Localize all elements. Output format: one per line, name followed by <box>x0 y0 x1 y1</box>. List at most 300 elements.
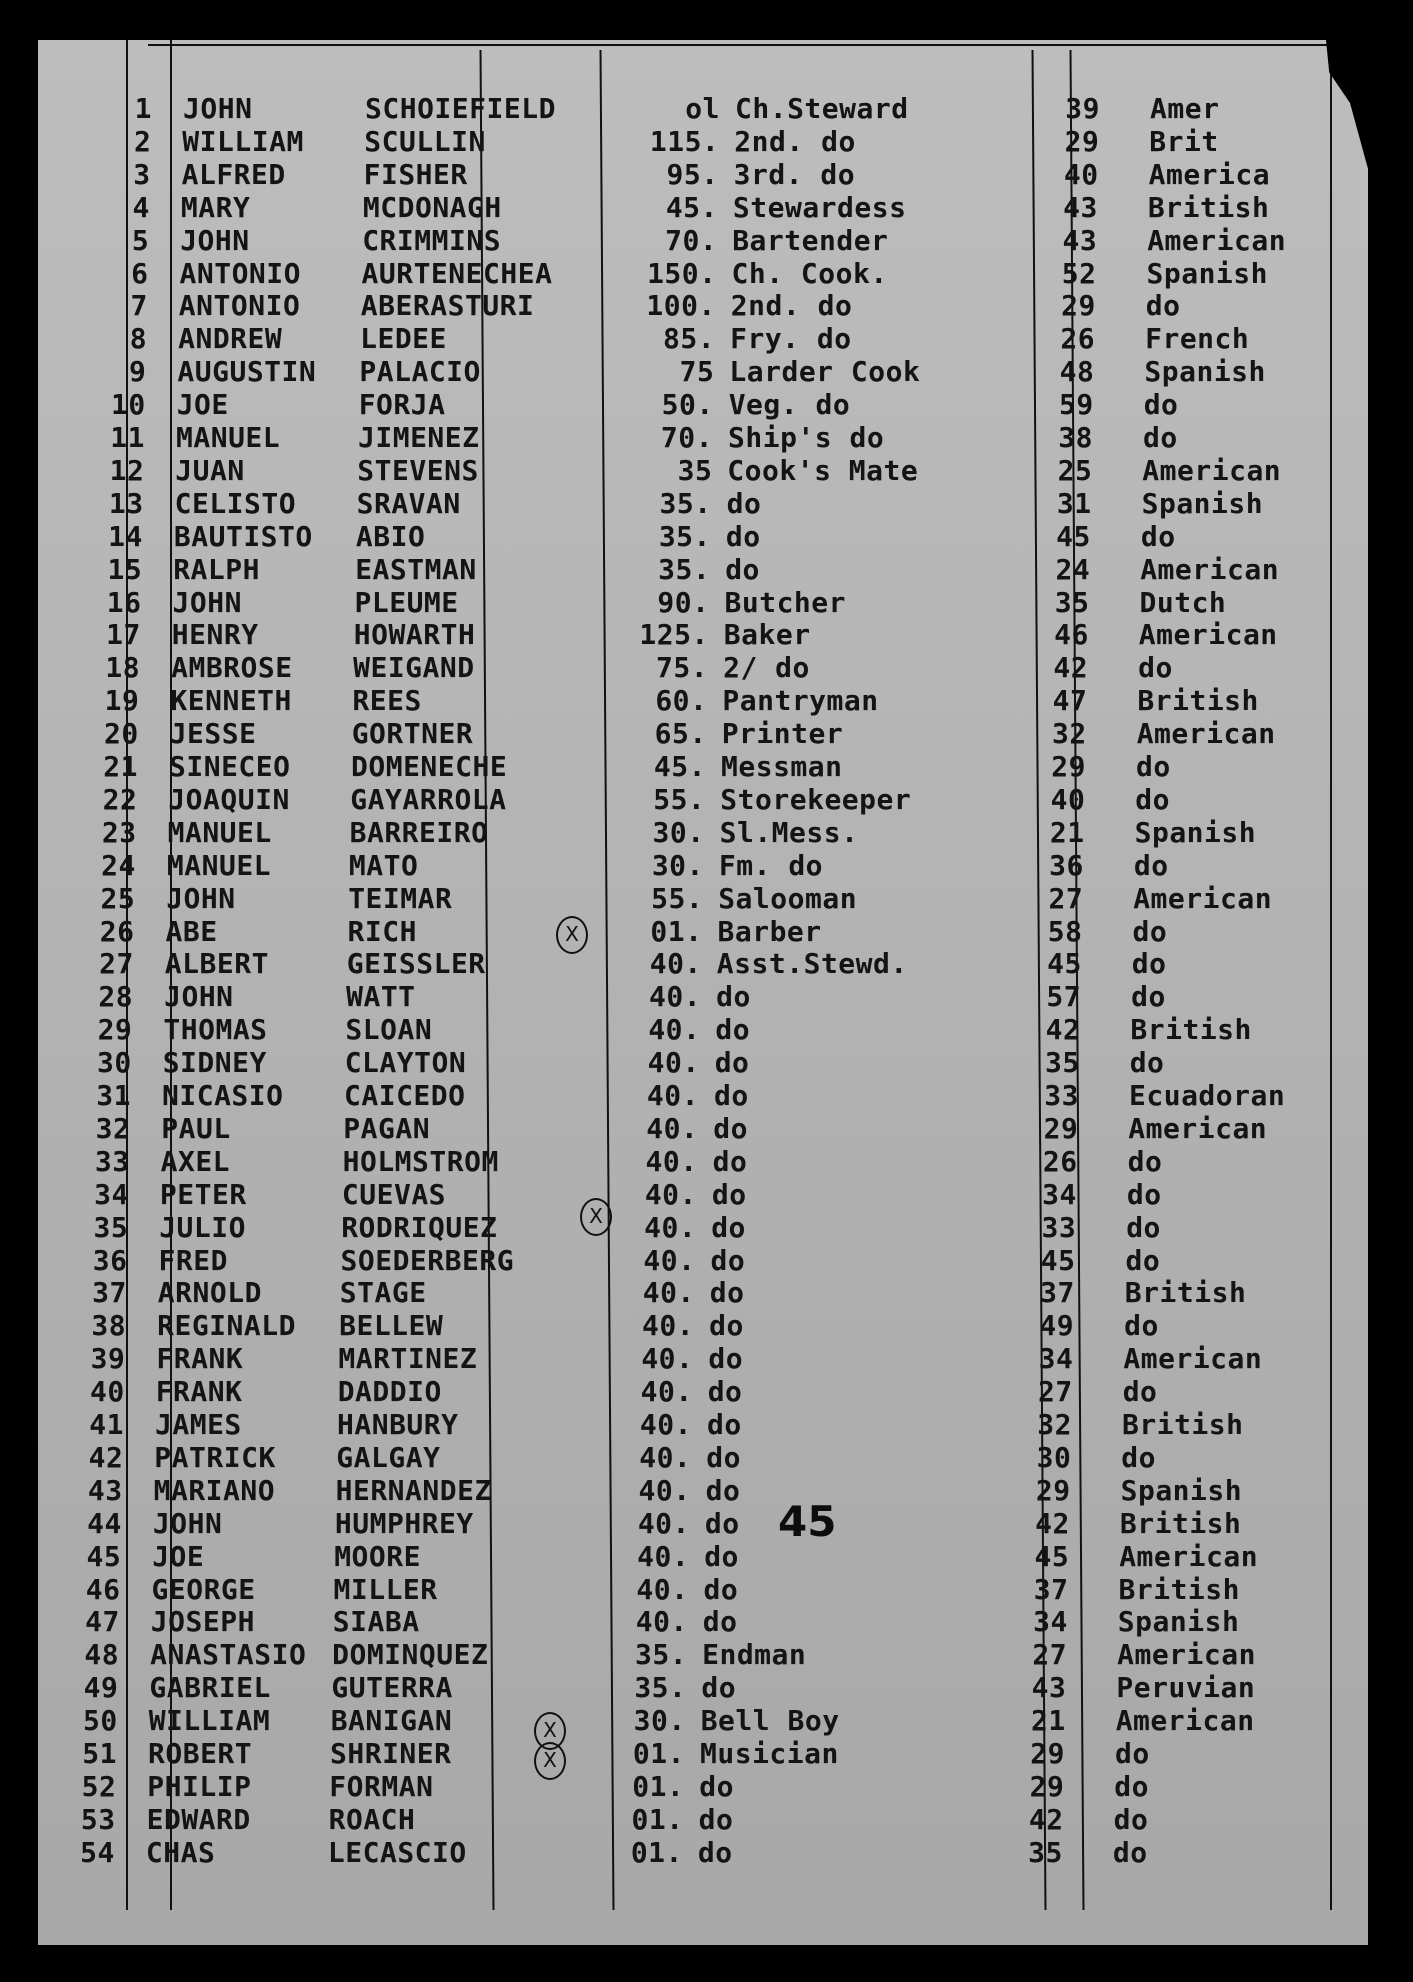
rating-role: Endman <box>702 1638 807 1672</box>
last-name: BANIGAN <box>330 1704 453 1738</box>
monthly-wage: 30. <box>651 848 704 882</box>
age: 59 <box>1058 388 1094 422</box>
row-number: 46 <box>85 1572 121 1606</box>
last-name: LECASCIO <box>327 1835 467 1869</box>
row-number: 33 <box>94 1144 130 1178</box>
crew-row <box>0 355 1407 388</box>
age: 37 <box>1040 1276 1075 1310</box>
age: 29 <box>1035 1473 1071 1507</box>
age: 37 <box>1033 1572 1069 1606</box>
nationality: Dutch <box>1139 585 1227 619</box>
row-number: 2 <box>133 124 152 158</box>
age: 29 <box>1029 1769 1065 1803</box>
monthly-wage: 40. <box>637 1539 690 1573</box>
nationality: do <box>1136 750 1171 783</box>
crew-row <box>0 882 1396 915</box>
age: 38 <box>1058 421 1093 454</box>
rating-role: do <box>725 519 761 553</box>
age: 46 <box>1054 618 1089 652</box>
crew-row <box>0 454 1405 487</box>
nationality: American <box>1119 1539 1259 1573</box>
nationality: do <box>1115 1737 1150 1770</box>
last-name: GAYARROLA <box>350 782 507 816</box>
row-number: 23 <box>101 815 137 849</box>
nationality: American <box>1133 881 1273 915</box>
nationality: do <box>1122 1375 1158 1409</box>
crew-row <box>0 1244 1389 1277</box>
rating-role: Fry. do <box>730 322 852 356</box>
age: 49 <box>1039 1309 1075 1343</box>
nationality: do <box>1127 1144 1163 1178</box>
handwritten-x-mark: X <box>534 1742 566 1780</box>
monthly-wage: 40. <box>637 1506 690 1540</box>
row-number: 17 <box>106 618 141 652</box>
first-name: PAUL <box>161 1111 231 1145</box>
rating-role: do <box>712 1144 748 1178</box>
last-name: PLEUME <box>354 585 459 619</box>
nationality: do <box>1143 421 1178 454</box>
rating-role: do <box>711 1210 746 1244</box>
age: 30 <box>1036 1440 1072 1474</box>
nationality: Spanish <box>1141 486 1264 520</box>
first-name: KENNETH <box>170 684 292 718</box>
monthly-wage: 30. <box>633 1704 686 1738</box>
rating-role: Musician <box>700 1737 839 1770</box>
row-number: 35 <box>93 1210 129 1244</box>
monthly-wage: 35. <box>658 552 711 586</box>
age: 45 <box>1040 1243 1076 1277</box>
rating-role: do <box>716 980 751 1014</box>
age: 43 <box>1062 223 1098 257</box>
first-name: MARY <box>180 190 251 224</box>
monthly-wage: 01. <box>650 914 703 948</box>
monthly-wage: 35. <box>635 1638 688 1672</box>
monthly-wage: 30. <box>652 815 705 849</box>
crew-row <box>0 816 1398 849</box>
monthly-wage: 01. <box>631 1802 684 1836</box>
monthly-wage: 40. <box>645 1144 698 1178</box>
rating-role: Ch.Steward <box>735 92 909 125</box>
rating-role: do <box>726 486 762 520</box>
rating-role: 3rd. do <box>733 157 856 191</box>
age: 21 <box>1049 815 1085 849</box>
monthly-wage: 45. <box>653 750 706 783</box>
first-name: JOHN <box>172 585 242 619</box>
crew-row <box>0 1507 1383 1540</box>
age: 35 <box>1054 585 1090 619</box>
last-name: GUTERRA <box>331 1671 453 1705</box>
crew-row <box>0 1704 1379 1737</box>
monthly-wage: 35. <box>659 486 712 520</box>
rating-role: do <box>699 1769 735 1803</box>
age: 48 <box>1059 355 1095 389</box>
monthly-wage: 40. <box>639 1408 692 1441</box>
monthly-wage: 50. <box>661 388 714 422</box>
monthly-wage: 35. <box>658 519 711 553</box>
first-name: PATRICK <box>154 1440 276 1474</box>
row-number: 39 <box>90 1342 126 1376</box>
first-name: ANASTASIO <box>150 1638 307 1672</box>
first-name: FRANK <box>156 1342 244 1376</box>
first-name: GEORGE <box>151 1572 256 1606</box>
first-name: JAMES <box>155 1408 242 1441</box>
crew-row <box>0 1178 1390 1211</box>
rating-role: Barber <box>717 914 822 948</box>
last-name: SCULLIN <box>364 124 486 158</box>
first-name: ANTONIO <box>179 256 302 290</box>
rating-role: Cook's Mate <box>727 453 919 487</box>
nationality: do <box>1125 1243 1161 1277</box>
age: 29 <box>1043 1111 1079 1145</box>
first-name: ARNOLD <box>157 1276 262 1310</box>
age: 58 <box>1047 914 1083 948</box>
rating-role: 2nd. do <box>730 289 853 323</box>
last-name: SRAVAN <box>356 486 461 520</box>
age: 32 <box>1037 1408 1072 1441</box>
age: 45 <box>1047 947 1082 981</box>
last-name: DOMINQUEZ <box>332 1638 489 1672</box>
rating-role: Asst.Stewd. <box>716 947 908 981</box>
monthly-wage: 40. <box>641 1342 694 1376</box>
row-number: 49 <box>83 1671 119 1705</box>
first-name: PETER <box>159 1177 247 1211</box>
monthly-wage: 40. <box>649 980 702 1014</box>
row-number: 16 <box>106 585 142 619</box>
last-name: EASTMAN <box>355 552 477 586</box>
first-name: RALPH <box>173 552 260 586</box>
rating-role: Bell Boy <box>700 1704 840 1738</box>
crew-row <box>0 783 1398 816</box>
monthly-wage: 35. <box>634 1671 687 1705</box>
crew-row <box>0 257 1410 290</box>
first-name: NICASIO <box>162 1079 284 1112</box>
nationality: Amer <box>1150 92 1220 125</box>
age: 45 <box>1034 1539 1070 1573</box>
first-name: JESSE <box>169 717 257 751</box>
first-name: FRANK <box>155 1375 243 1409</box>
nationality: Spanish <box>1134 815 1257 849</box>
nationality: do <box>1129 1046 1165 1080</box>
first-name: JUAN <box>175 453 245 487</box>
last-name: SCHOIEFIELD <box>365 92 556 125</box>
row-number: 21 <box>103 750 138 783</box>
last-name: PALACIO <box>359 355 481 389</box>
first-name: JULIO <box>159 1210 246 1244</box>
nationality: British <box>1119 1506 1242 1540</box>
crew-row <box>0 1375 1386 1408</box>
age: 33 <box>1044 1079 1079 1112</box>
last-name: HERNANDEZ <box>335 1473 492 1507</box>
crew-row <box>0 1079 1392 1112</box>
row-number: 9 <box>129 355 147 389</box>
crew-row <box>0 717 1400 750</box>
nationality: British <box>1137 684 1259 718</box>
monthly-wage: 90. <box>657 585 710 619</box>
crew-row <box>0 1441 1384 1474</box>
nationality: American <box>1138 618 1278 652</box>
first-name: ANTONIO <box>178 289 301 323</box>
first-name: EDWARD <box>146 1802 251 1836</box>
last-name: CRIMMINS <box>362 223 502 257</box>
age: 31 <box>1056 486 1092 520</box>
crew-row <box>0 388 1407 421</box>
row-number: 36 <box>92 1243 128 1277</box>
crew-row <box>0 651 1401 684</box>
nationality: do <box>1143 388 1179 422</box>
nationality: do <box>1124 1309 1159 1343</box>
monthly-wage: 40. <box>644 1177 697 1211</box>
nationality: Spanish <box>1146 256 1269 290</box>
last-name: CUEVAS <box>341 1177 447 1211</box>
crew-row <box>0 1211 1389 1244</box>
monthly-wage: 40. <box>640 1375 693 1409</box>
nationality: do <box>1126 1177 1162 1211</box>
nationality: American <box>1128 1111 1268 1145</box>
last-name: MATO <box>348 848 419 882</box>
crew-row <box>0 1309 1387 1342</box>
last-name: BARREIRO <box>349 815 489 849</box>
row-number: 34 <box>94 1177 129 1211</box>
first-name: MARIANO <box>153 1473 276 1507</box>
rating-role: 2/ do <box>723 651 810 685</box>
row-number: 22 <box>102 782 138 816</box>
row-number: 20 <box>103 717 139 751</box>
rating-role: 2nd. do <box>734 124 856 158</box>
first-name: SIDNEY <box>162 1046 267 1080</box>
monthly-wage: 35 <box>677 453 713 487</box>
rating-role: do <box>705 1473 741 1507</box>
crew-row <box>0 1046 1393 1079</box>
first-name: ABE <box>165 914 218 948</box>
rating-role: do <box>708 1342 744 1376</box>
first-name: CELISTO <box>174 486 297 520</box>
crew-row <box>0 1573 1382 1606</box>
monthly-wage: 40. <box>646 1111 699 1145</box>
age: 42 <box>1053 651 1089 685</box>
rating-role: Salooman <box>718 881 858 915</box>
rating-role: do <box>725 552 760 586</box>
last-name: DADDIO <box>337 1375 442 1409</box>
monthly-wage: ol <box>685 92 720 125</box>
handwritten-x-mark: X <box>534 1712 566 1750</box>
age: 40 <box>1063 157 1099 191</box>
last-name: REES <box>352 684 422 718</box>
first-name: AUGUSTIN <box>177 355 317 389</box>
monthly-wage: 100. <box>646 289 716 323</box>
age: 26 <box>1042 1144 1078 1178</box>
monthly-wage: 40. <box>649 947 702 981</box>
row-number: 28 <box>98 980 134 1014</box>
rating-role: do <box>714 1046 750 1080</box>
crew-row <box>0 1638 1380 1671</box>
handwritten-x-mark: X <box>580 1198 612 1236</box>
last-name: ROACH <box>328 1802 416 1836</box>
rating-role: do <box>711 1177 747 1211</box>
monthly-wage: 55. <box>651 881 704 915</box>
age: 21 <box>1030 1704 1066 1738</box>
crew-row <box>0 947 1395 980</box>
row-number: 27 <box>99 947 134 981</box>
last-name: GORTNER <box>351 717 474 751</box>
row-number: 10 <box>110 388 146 422</box>
age: 34 <box>1042 1177 1077 1211</box>
crew-row <box>0 1408 1385 1441</box>
first-name: AXEL <box>160 1144 231 1178</box>
last-name: SIABA <box>332 1605 420 1639</box>
last-name: STEVENS <box>357 453 479 487</box>
rating-role: Storekeeper <box>720 782 912 816</box>
rating-role: do <box>713 1111 749 1145</box>
age: 36 <box>1049 848 1084 882</box>
crew-row <box>0 1836 1376 1869</box>
monthly-wage: 40. <box>639 1440 692 1474</box>
age: 52 <box>1061 256 1097 290</box>
row-number: 47 <box>85 1605 120 1639</box>
crew-row <box>0 1112 1391 1145</box>
crew-row <box>0 1671 1379 1704</box>
crew-row <box>0 1145 1391 1178</box>
crew-row <box>0 1605 1381 1638</box>
first-name: JOHN <box>180 223 250 257</box>
age: 29 <box>1064 124 1100 158</box>
age: 24 <box>1055 552 1091 586</box>
rating-role: do <box>703 1572 739 1606</box>
age: 47 <box>1052 684 1088 718</box>
row-number: 52 <box>81 1769 117 1803</box>
age: 32 <box>1051 717 1087 751</box>
age: 33 <box>1041 1210 1077 1244</box>
row-number: 41 <box>89 1408 124 1441</box>
row-number: 1 <box>134 92 152 125</box>
rating-role: Ship's do <box>728 421 885 454</box>
monthly-wage: 40. <box>636 1572 689 1606</box>
first-name: THOMAS <box>163 1013 268 1047</box>
first-name: CHAS <box>145 1835 216 1869</box>
first-name: ROBERT <box>148 1737 253 1770</box>
nationality: Spanish <box>1120 1473 1243 1507</box>
crew-row <box>0 487 1405 520</box>
rating-role: Ch. Cook. <box>731 256 888 290</box>
nationality: American <box>1142 453 1282 487</box>
crew-row <box>0 289 1409 322</box>
nationality: British <box>1124 1276 1247 1310</box>
nationality: American <box>1147 223 1287 257</box>
rating-role: do <box>698 1802 734 1836</box>
nationality: do <box>1121 1440 1157 1474</box>
crew-row <box>0 980 1394 1013</box>
nationality: Spanish <box>1144 355 1266 389</box>
crew-row <box>0 125 1412 158</box>
first-name: ANDREW <box>178 322 283 356</box>
first-name: BAUTISTO <box>173 519 313 553</box>
row-number: 13 <box>108 486 144 520</box>
rating-role: do <box>704 1539 739 1573</box>
crew-row <box>0 322 1408 355</box>
row-number: 54 <box>80 1835 115 1869</box>
rating-role: Messman <box>721 750 843 783</box>
row-number: 8 <box>129 322 148 356</box>
row-number: 48 <box>84 1638 120 1672</box>
row-number: 5 <box>131 223 150 257</box>
first-name: JOHN <box>164 980 234 1014</box>
last-name: TEIMAR <box>348 881 453 915</box>
rating-role: Fm. do <box>718 848 824 882</box>
last-name: HOLMSTROM <box>342 1144 499 1178</box>
nationality: do <box>1131 980 1166 1014</box>
row-number: 3 <box>133 157 151 191</box>
crew-row <box>0 224 1410 257</box>
stamp-number: 45 <box>778 1497 837 1546</box>
age: 34 <box>1038 1342 1074 1376</box>
crew-row <box>0 1342 1386 1375</box>
nationality: Peruvian <box>1116 1671 1256 1705</box>
crew-row <box>0 1737 1378 1770</box>
row-number: 53 <box>80 1802 116 1836</box>
crew-row <box>0 684 1400 717</box>
first-name: AMBROSE <box>171 651 293 685</box>
last-name: MCDONAGH <box>362 190 502 224</box>
nationality: America <box>1148 157 1271 191</box>
nationality: do <box>1131 947 1167 981</box>
age: 35 <box>1044 1046 1080 1080</box>
nationality: do <box>1138 651 1173 685</box>
nationality: American <box>1117 1638 1256 1672</box>
nationality: Spanish <box>1117 1605 1240 1639</box>
age: 29 <box>1051 750 1086 783</box>
row-number: 30 <box>96 1046 132 1080</box>
last-name: FORMAN <box>329 1769 434 1803</box>
monthly-wage: 40. <box>647 1046 700 1080</box>
nationality: Brit <box>1149 124 1219 158</box>
last-name: GALGAY <box>336 1440 441 1474</box>
rating-role: Veg. do <box>728 388 851 422</box>
first-name: WILLIAM <box>148 1704 271 1738</box>
crew-row <box>0 191 1411 224</box>
row-number: 42 <box>88 1440 124 1474</box>
last-name: MOORE <box>334 1539 421 1573</box>
last-name: GEISSLER <box>346 947 486 981</box>
monthly-wage: 40. <box>646 1079 699 1112</box>
crew-row <box>0 1474 1384 1507</box>
nationality: British <box>1147 190 1270 224</box>
rating-role: Baker <box>723 618 811 652</box>
last-name: RICH <box>347 914 417 948</box>
row-number: 26 <box>99 914 135 948</box>
nationality: do <box>1113 1802 1149 1836</box>
age: 39 <box>1065 92 1100 125</box>
nationality: American <box>1123 1342 1263 1376</box>
monthly-wage: 75. <box>656 651 709 685</box>
last-name: CLAYTON <box>344 1046 467 1080</box>
age: 43 <box>1063 190 1098 224</box>
first-name: HENRY <box>171 618 259 652</box>
age: 42 <box>1028 1802 1064 1836</box>
rating-role: do <box>714 1079 749 1112</box>
nationality: do <box>1126 1210 1161 1244</box>
monthly-wage: 40. <box>644 1210 697 1244</box>
rating-role: do <box>707 1408 742 1441</box>
row-number: 38 <box>91 1309 127 1343</box>
nationality: do <box>1112 1835 1148 1869</box>
first-name: JOSEPH <box>150 1605 255 1639</box>
nationality: American <box>1136 717 1276 751</box>
row-number: 14 <box>108 519 143 553</box>
nationality: American <box>1140 552 1280 586</box>
monthly-wage: 45. <box>665 190 718 224</box>
row-number: 51 <box>82 1737 117 1770</box>
rating-role: do <box>710 1243 746 1277</box>
row-number: 40 <box>89 1375 125 1409</box>
